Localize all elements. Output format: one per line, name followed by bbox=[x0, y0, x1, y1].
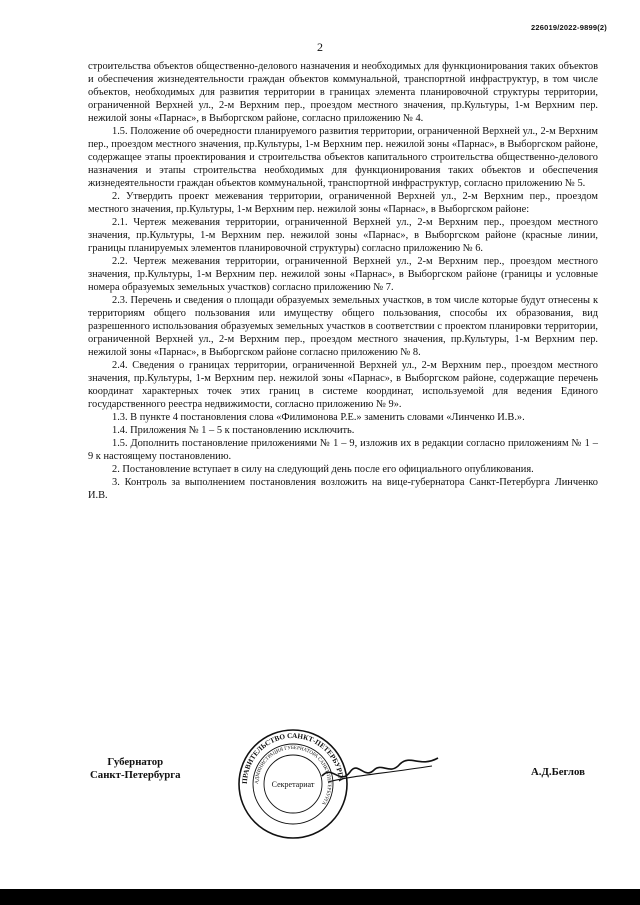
stamp-center-text: Секретариат bbox=[271, 780, 315, 789]
paragraph-control: 3. Контроль за выполнением постановления возложить на вице-губернатора Санкт-Петербурга Линченко И.В. bbox=[88, 477, 598, 501]
scan-bottom-border bbox=[0, 889, 640, 905]
paragraph-effective: 2. Постановление вступает в силу на следующий день после его официального опубликования. bbox=[112, 464, 534, 475]
signer-name: А.Д.Беглов bbox=[531, 766, 585, 778]
signer-title bbox=[90, 756, 181, 782]
paragraph-1-3: 1.3. В пункте 4 постановления слова «Филимонова Р.Е.» заменить словами «Линченко И.В.». bbox=[112, 412, 525, 423]
paragraph-2-3: 2.3. Перечень и сведения о площади образуемых земельных участков, в том числе которые будут отнесены к территориям общего пользования или имуществу общего пользования, способы их образования, вид разрешенного использования образуемых земельных участков в соответствии с проектом планировки территории, ограниченной Верхней ул., 2-м Верхним пер., проездом местного значения, пр.Культуры, 1-м Верхним пер. нежилой зоны «Парнас», в Выборгском районе согласно приложению № 8. bbox=[88, 295, 598, 358]
paragraph-continuation: строительства объектов общественно-делового назначения и необходимых для функционирования таких объектов и обеспечения жизнедеятельности граждан объектов коммунальной, транспортной инфраструктур, в том числе объектов, необходимых для развития территории в границах элемента планировочной структуры территории, ограниченной Верхней ул., 2-м Верхним пер., проездом местного значения, пр.Культуры, 1-м Верхним пер. нежилой зоны «Парнас», в Выборгском районе, согласно приложению № 4. bbox=[88, 61, 598, 124]
paragraph-2: 2. Утвердить проект межевания территории, ограниченной Верхней ул., 2-м Верхним пер., проездом местного значения, пр.Культуры, 1-м Верхним пер. нежилой зоны «Парнас», в Выборгском районе: bbox=[88, 191, 598, 215]
signer-title-line1: Губернатор bbox=[107, 756, 164, 768]
document-body bbox=[88, 60, 598, 502]
paragraph-2-1: 2.1. Чертеж межевания территории, ограниченной Верхней ул., 2-м Верхним пер., проездом местного значения, пр.Культуры, 1-м Верхним пер. нежилой зоны «Парнас», в Выборгском районе (красные линии, границы планируемых элементов планировочной структуры) согласно приложению № 6. bbox=[88, 217, 598, 254]
handwritten-signature bbox=[320, 746, 440, 796]
paragraph-1-5: 1.5. Положение об очередности планируемого развития территории, ограниченной Верхней ул., 2-м Верхним пер., проездом местного значения, пр.Культуры, 1-м Верхним пер. нежилой зоны «Парнас», в Выборгском районе, содержащее этапы проектирования и строительства объектов капитального строительства общественно-делового назначения и этапы строительства необходимых для функционирования таких объектов и обеспечения жизнедеятельности граждан объектов коммунальной, транспортной инфраструктур, согласно приложению № 5. bbox=[88, 126, 598, 189]
stamp-outer-text: ПРАВИТЕЛЬСТВО САНКТ-ПЕТЕРБУРГА bbox=[240, 731, 345, 785]
document-number: 226019/2022-9899(2) bbox=[531, 23, 607, 32]
paragraph-2-2: 2.2. Чертеж межевания территории, ограниченной Верхней ул., 2-м Верхним пер., проездом местного значения, пр.Культуры, 1-м Верхним пер. нежилой зоны «Парнас», в Выборгском районе (границы и условные номера образуемых земельных участков) согласно приложению № 7. bbox=[88, 256, 598, 293]
stamp-inner-text: АДМИНИСТРАЦИЯ ГУБЕРНАТОРА САНКТ-ПЕТЕРБУРГА bbox=[254, 745, 332, 806]
page-number: 2 bbox=[317, 40, 323, 54]
paragraph-1-5-b: 1.5. Дополнить постановление приложениями № 1 – 9, изложив их в редакции согласно приложениям № 1 – 9 к настоящему постановлению. bbox=[88, 438, 598, 462]
paragraph-2-4: 2.4. Сведения о границах территории, ограниченной Верхней ул., 2-м Верхним пер., проездом местного значения, пр.Культуры, 1-м Верхним пер. нежилой зоны «Парнас», в Выборгском районе, содержащие перечень координат характерных точек этих границ в системе координат, используемой для ведения Единого государственного реестра недвижимости, согласно приложению № 9». bbox=[88, 360, 598, 410]
signature-block bbox=[0, 732, 640, 842]
signer-title-line2: Санкт-Петербурга bbox=[90, 769, 181, 781]
paragraph-1-4: 1.4. Приложения № 1 – 5 к постановлению исключить. bbox=[112, 425, 355, 436]
